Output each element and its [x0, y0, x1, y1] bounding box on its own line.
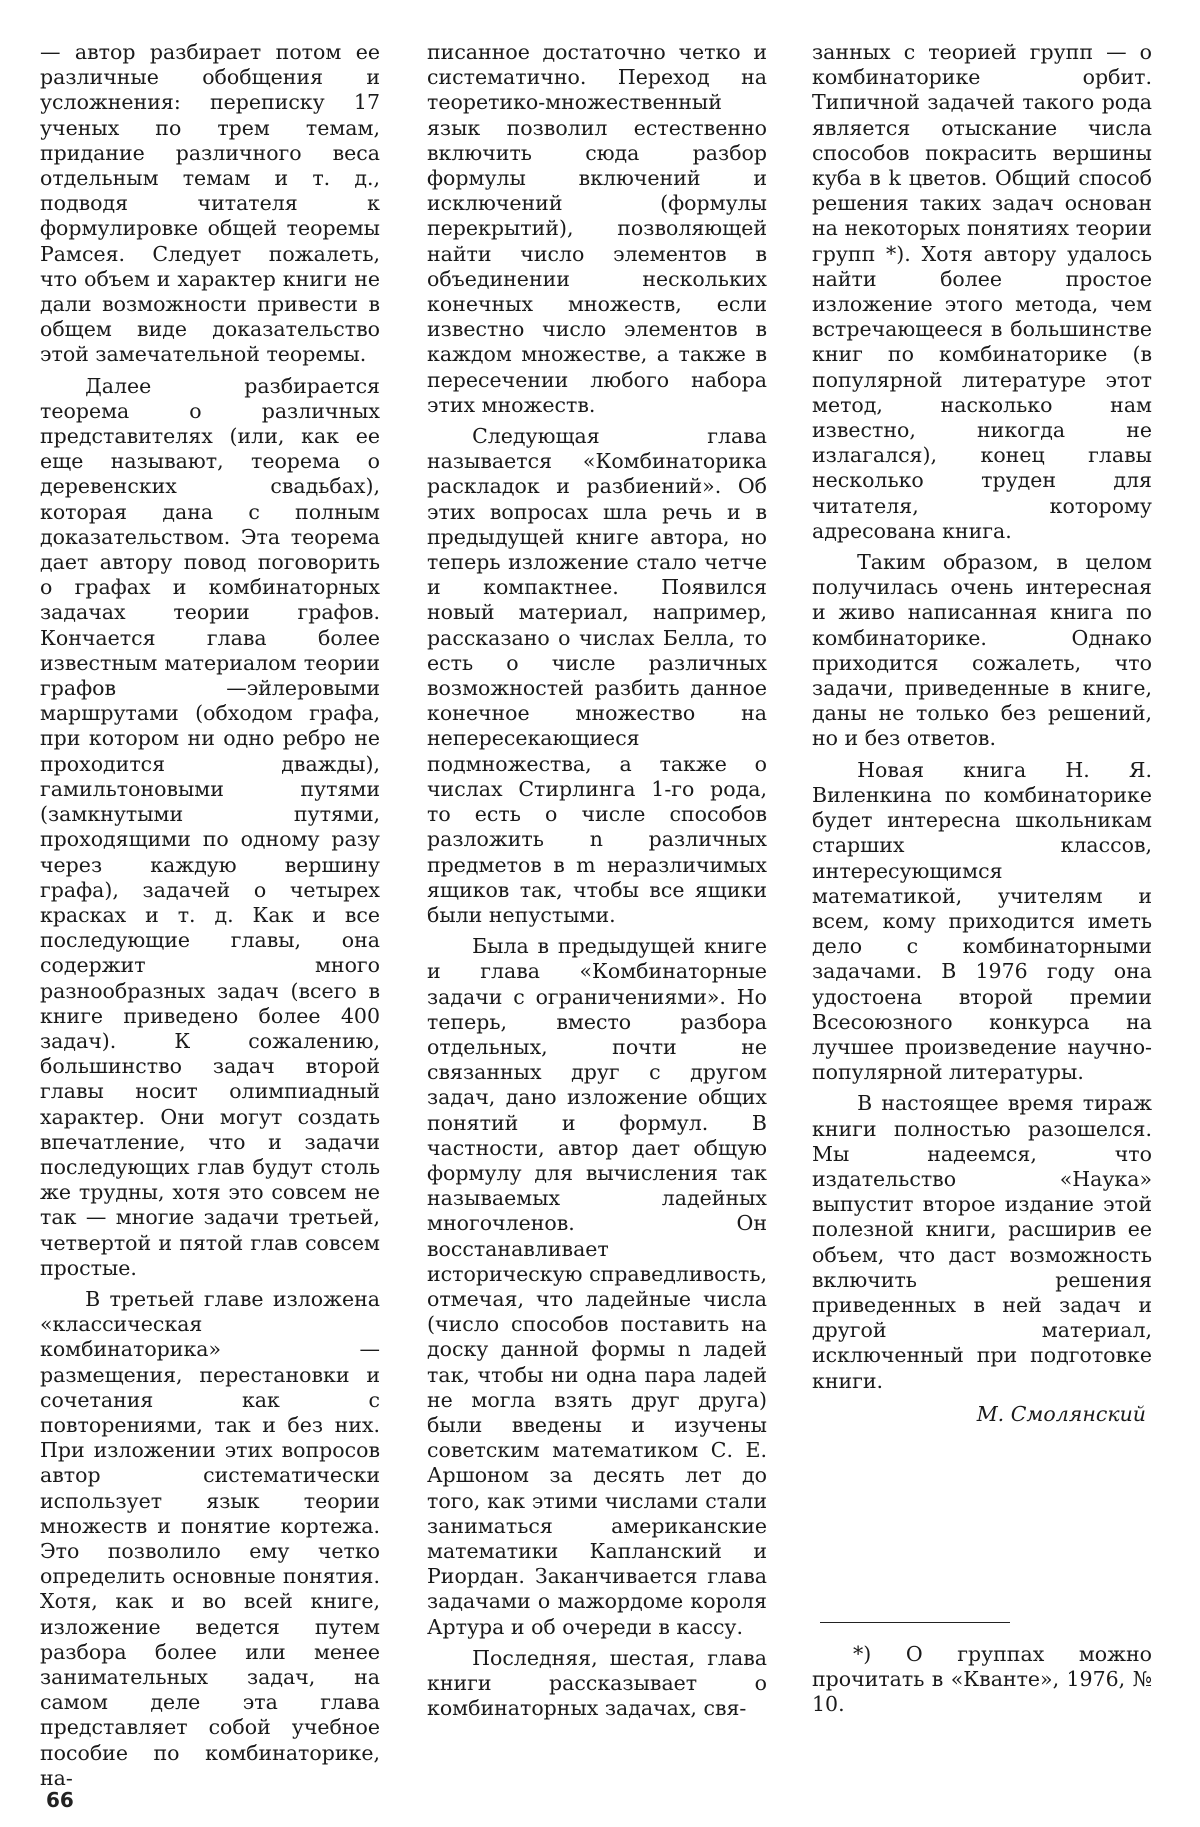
- paragraph: занных с теорией групп — о комбинаторике орбит. Типичной задачей такого рода является отыскание числа способов покрасить вершины куба в k цветов. Общий способ решения таких задач основан на некоторых понятиях теории групп *). Хотя автору удалось найти более простое изложение этого метода, чем встречающееся в большинстве книг по комбинаторике (в популярной литературе этот метод, насколько нам известно, никогда не излагался), конец главы несколько труден для читателя, которому адресована книга.: [812, 40, 1152, 543]
- paragraph: Последняя, шестая, глава книги рассказывает о комбинаторных задачах, свя-: [427, 1645, 767, 1721]
- paragraph: Таким образом, в целом получилась очень интересная и живо написанная книга по комбинаторике. Однако приходится сожалеть, что задачи, приведенные в книге, даны не только без решений, но и без ответов.: [812, 550, 1152, 751]
- paragraph: В третьей главе изложена «классическая комбинаторика» — размещения, перестановки и сочетания как с повторениями, так и без них. При изложении этих вопросов автор систематически использует язык теории множеств и понятие кортежа. Это позволило ему четко определить основные понятия. Хотя, как и во всей книге, изложение ведется путем разбора более или менее занимательных задач, на самом деле эта глава представляет собой учебное пособие по комбинаторике, на-: [40, 1286, 380, 1790]
- paragraph: Новая книга Н. Я. Виленкина по комбинаторике будет интересна школьникам старших классов, интересующимся математикой, учителям и всем, кому приходится иметь дело с комбинаторными задачами. В 1976 году она удостоена второй премии Всесоюзного конкурса на лучшее произведение научно-популярной литературы.: [812, 757, 1152, 1085]
- paragraph: В настоящее время тираж книги полностью разошелся. Мы надеемся, что издательство «Наука» выпустит второе издание этой полезной книги, расширив ее объем, что даст возможность включить решения приведенных в ней задач и другой материал, исключенный при подготовке книги.: [812, 1091, 1152, 1393]
- paragraph: Была в предыдущей книге и глава «Комбинаторные задачи с ограничениями». Но теперь, вместо разбора отдельных, почти не связанных друг с другом задач, дано изложение общих понятий и формул. В частности, автор дает общую формулу для вычисления так называемых ладейных многочленов. Он восстанавливает историческую справедливость, отмечая, что ладейные числа (число способов поставить на доску данной формы n ладей так, чтобы ни одна пара ладей не могла взять друг друга) были введены и изучены советским математиком С. Е. Аршоном за десять лет до того, как этими числами стали заниматься американские математики Капланский и Риордан. Заканчивается глава задачами о мажордоме короля Артура и об очереди в кассу.: [427, 934, 767, 1639]
- paragraph: писанное достаточно четко и систематично. Переход на теоретико-множественный язык позволил естественно включить сюда разбор формулы включений и исключений (формулы перекрытий), позволяющей найти число элементов в объединении нескольких конечных множеств, если известно число элементов в каждом множестве, а также в пересечении любого набора этих множеств.: [427, 40, 767, 417]
- footnote-divider: [820, 1622, 1010, 1623]
- text-column-2: [427, 40, 767, 1721]
- paragraph: Следующая глава называется «Комбинаторика раскладок и разбиений». Об этих вопросах шла речь и в предыдущей книге автора, но теперь изложение стало четче и компактнее. Появился новый материал, например, рассказано о числах Белла, то есть о числе различных возможностей разбить данное конечное множество на непересекающиеся подмножества, а также о числах Стирлинга 1-го рода, то есть о числе способов разложить n различных предметов в m неразличимых ящиков так, чтобы все ящики были непустыми.: [427, 424, 767, 927]
- paragraph: Далее разбирается теорема о различных представителях (или, как ее еще называют, теорема о деревенских свадьбах), которая дана с полным доказательством. Эта теорема дает автору повод поговорить о графах и комбинаторных задачах теории графов. Кончается глава более известным материалом теории графов —эйлеровыми маршрутами (обходом графа, при котором ни одно ребро не проходится дважды), гамильтоновыми путями (замкнутыми путями, проходящими по одному разу через каждую вершину графа), задачей о четырех красках и т. д. Как и все последующие главы, она содержит много разнообразных задач (всего в книге приведено более 400 задач). К сожалению, большинство задач второй главы носит олимпиадный характер. Они могут создать впечатление, что и задачи последующих глав будут столь же трудны, хотя это совсем не так — многие задачи третьей, четвертой и пятой глав совсем простые.: [40, 373, 380, 1280]
- text-column-1: [40, 40, 380, 1791]
- paragraph: — автор разбирает потом ее различные обобщения и усложнения: переписку 17 ученых по трем темам, придание различного веса отдельным темам и т. д., подводя читателя к формулировке общей теоремы Рамсея. Следует пожалеть, что объем и характер книги не дали возможности привести в общем виде доказательство этой замечательной теоремы.: [40, 40, 380, 367]
- author-signature: М. Смолянский: [976, 1401, 1146, 1426]
- page-number: 66: [46, 1788, 74, 1812]
- footnote: [812, 1642, 1152, 1718]
- footnote-text: *) О группах можно прочитать в «Кванте», 1976, № 10.: [812, 1642, 1152, 1717]
- text-column-3: [812, 40, 1152, 1427]
